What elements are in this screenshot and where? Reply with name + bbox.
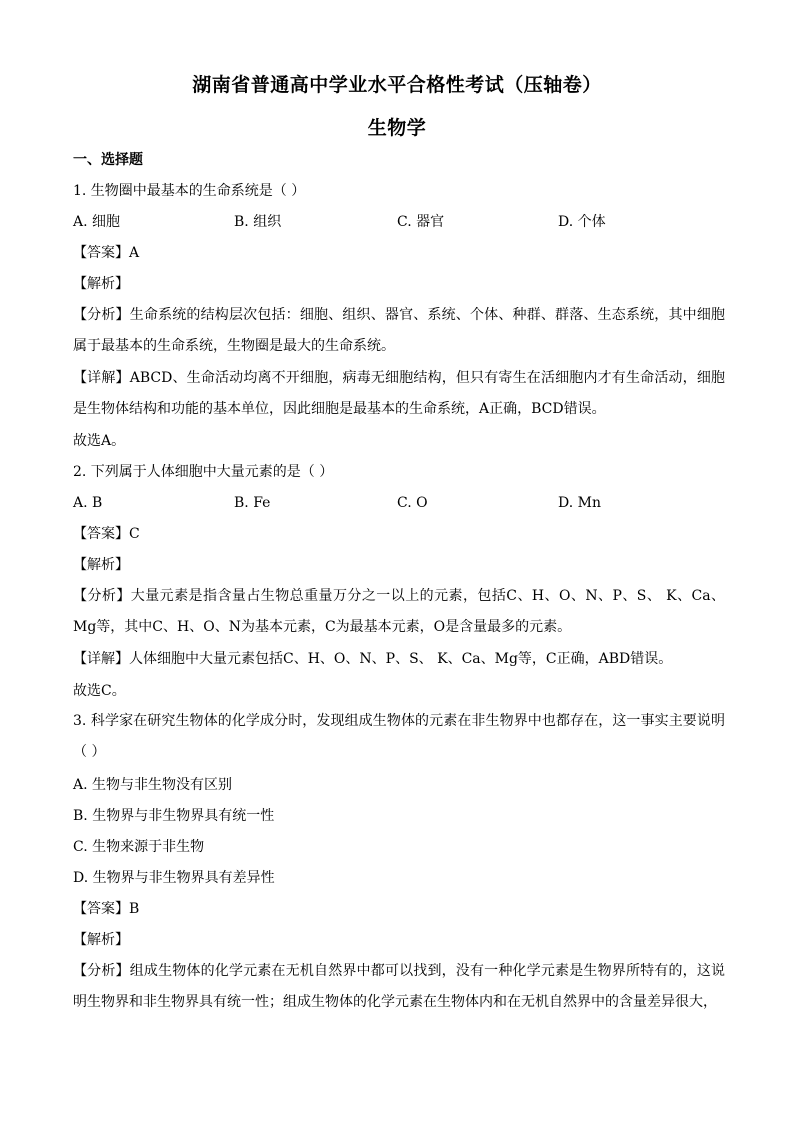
exam-title: 湖南省普通高中学业水平合格性考试（压轴卷） — [192, 74, 602, 96]
q2-option-d: D. Mn — [558, 495, 601, 511]
analysis-tag: 【分析】 — [73, 963, 130, 979]
q2-option-c: C. O — [397, 495, 428, 511]
q2-option-a: A. B — [73, 495, 103, 511]
q3-option-d: D. 生物界与非生物界具有差异性 — [73, 870, 275, 886]
q3-analysis-title: 【解析】 — [73, 932, 129, 948]
answer-tag: 【答案】 — [73, 245, 129, 261]
q1-option-c: C. 器官 — [397, 214, 445, 230]
q1-analysis — [73, 300, 725, 362]
question-1-stem: 1. 生物圈中最基本的生命系统是（ ） — [73, 183, 306, 199]
analysis-text: 生命系统的结构层次包括：细胞、组织、器官、系统、个体、种群、群落、生态系统，其中细胞属于最基本的生命系统，生物圈是最大的生命系统。 — [73, 307, 726, 354]
q2-option-b: B. Fe — [234, 495, 271, 511]
answer-value: B — [129, 901, 140, 917]
analysis-tag: 【分析】 — [73, 588, 131, 604]
answer-value: A — [129, 245, 140, 261]
analysis-text: 大量元素是指含量占生物总重量万分之一以上的元素，包括C、H、O、N、P、S、 K、Ca、Mg等，其中C、H、O、N为基本元素，C为最基本元素，O是含量最多的元素。 — [73, 588, 726, 635]
question-3-stem: 3. 科学家在研究生物体的化学成分时，发现组成生物体的元素在非生物界中也都存在，这一事实主要说明（ ） — [73, 713, 725, 760]
answer-value: C — [129, 526, 140, 542]
q3-answer — [73, 900, 139, 918]
q1-conclusion: 故选A。 — [73, 433, 126, 449]
q1-option-b: B. 组织 — [234, 214, 282, 230]
q3-analysis — [73, 956, 725, 1018]
answer-tag: 【答案】 — [73, 526, 129, 542]
subject-title: 生物学 — [367, 117, 427, 139]
section-heading: 一、选择题 — [73, 152, 143, 168]
q1-answer — [73, 244, 139, 262]
q3-option-c: C. 生物来源于非生物 — [73, 839, 205, 855]
q2-answer — [73, 525, 140, 543]
analysis-text: 组成生物体的化学元素在无机自然界中都可以找到，没有一种化学元素是生物界所特有的，这说明生物界和非生物界具有统一性；组成生物体的化学元素在生物体内和在无机自然界中的含量差异很大， — [73, 963, 726, 1010]
question-2-stem: 2. 下列属于人体细胞中大量元素的是（ ） — [73, 464, 334, 480]
q1-option-d: D. 个体 — [558, 214, 606, 230]
q3-option-b: B. 生物界与非生物界具有统一性 — [73, 808, 275, 824]
q1-analysis-title: 【解析】 — [73, 276, 129, 292]
q1-detail — [73, 363, 725, 425]
detail-tag: 【详解】 — [73, 370, 130, 386]
answer-tag: 【答案】 — [73, 901, 129, 917]
detail-text: ABCD、生命活动均离不开细胞，病毒无细胞结构，但只有寄生在活细胞内才有生命活动，细胞是生物体结构和功能的基本单位，因此细胞是最基本的生命系统，A正确，BCD错误。 — [73, 370, 726, 417]
q2-detail — [73, 644, 725, 675]
detail-tag: 【详解】 — [73, 651, 129, 667]
q1-option-a: A. 细胞 — [73, 214, 121, 230]
q2-conclusion: 故选C。 — [73, 683, 126, 699]
detail-text: 人体细胞中大量元素包括C、H、O、N、P、S、 K、Ca、Mg等，C正确，ABD错误。 — [129, 651, 673, 667]
q3-option-a: A. 生物与非生物没有区别 — [73, 777, 233, 793]
q2-analysis — [73, 581, 725, 643]
analysis-tag: 【分析】 — [73, 307, 130, 323]
q2-analysis-title: 【解析】 — [73, 557, 129, 573]
